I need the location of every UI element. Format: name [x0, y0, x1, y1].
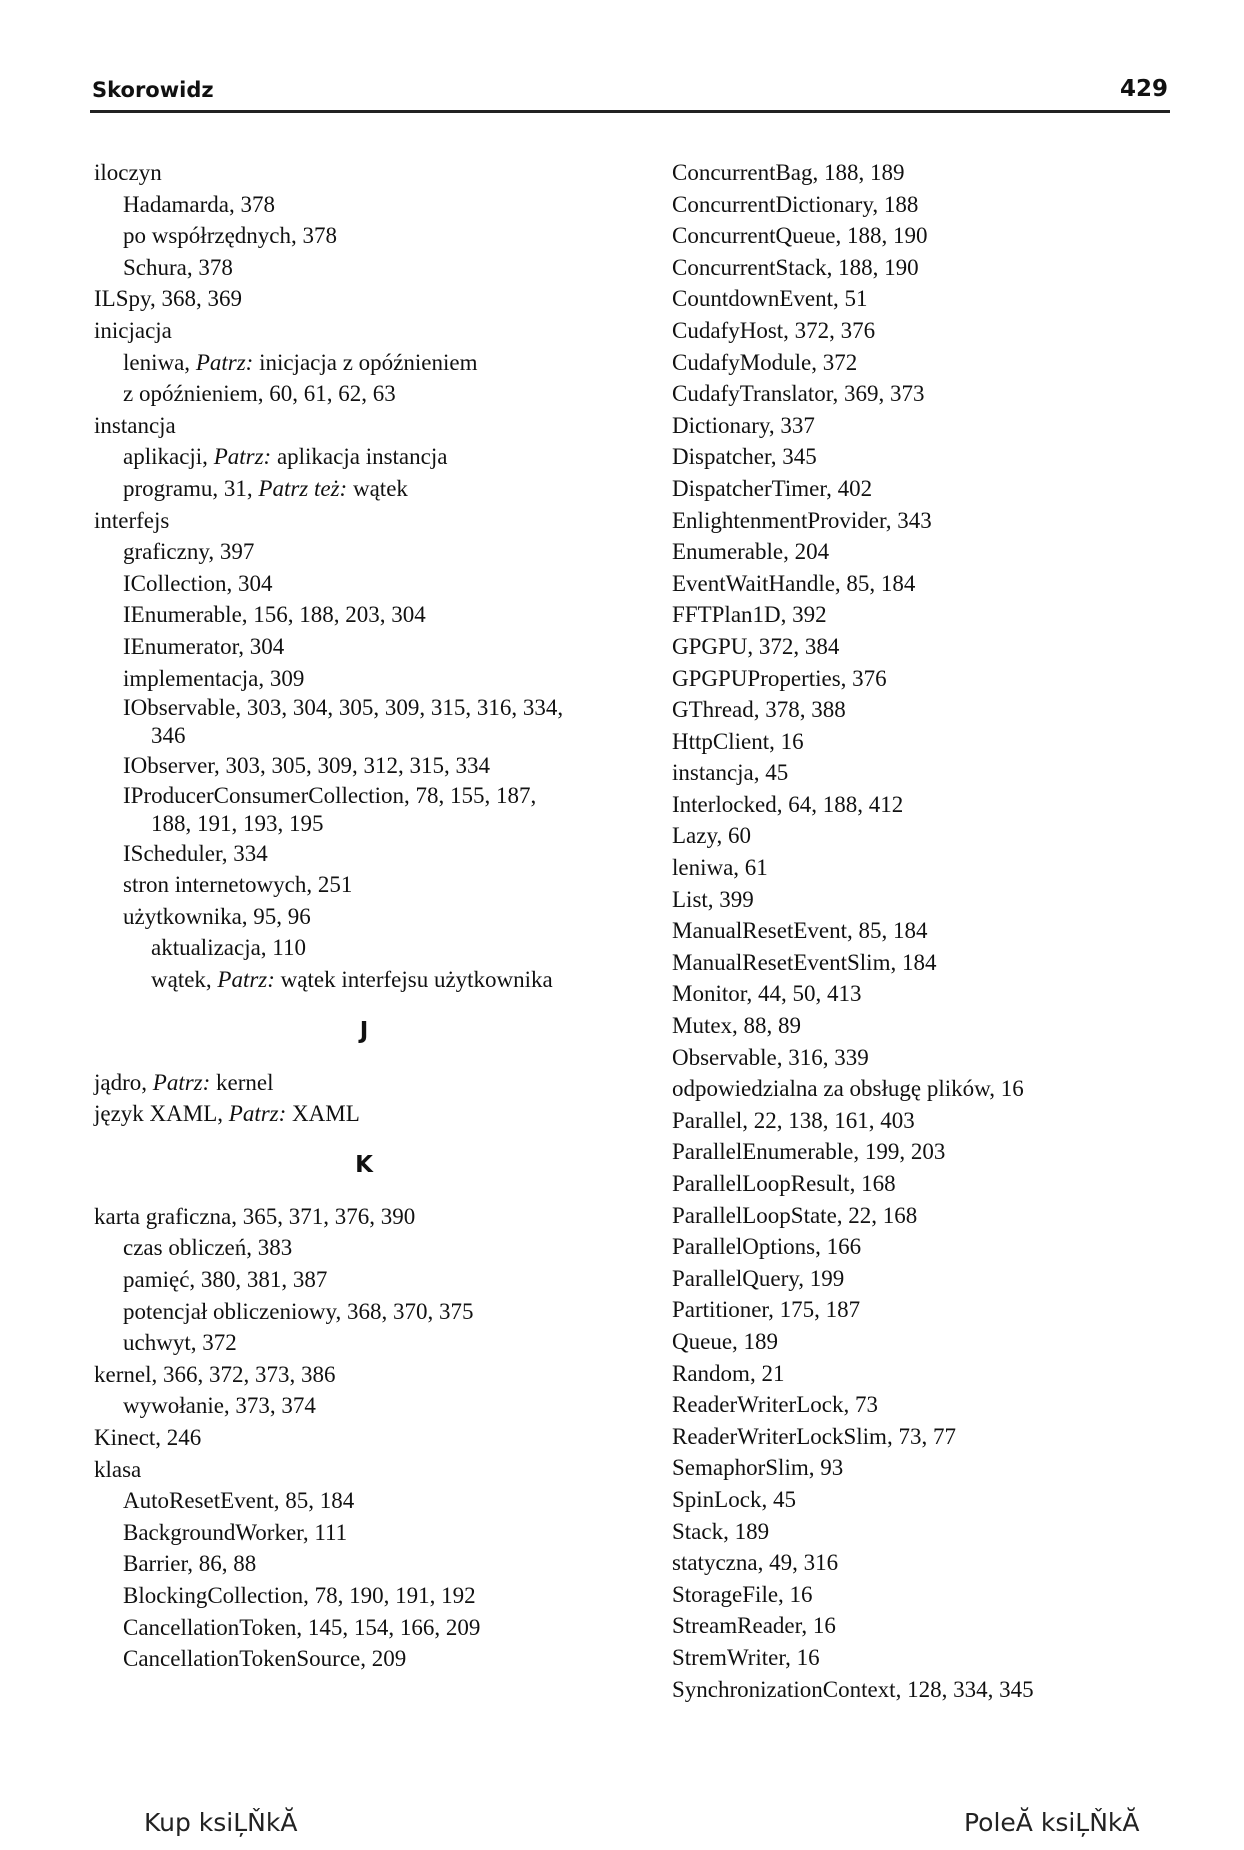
entry-text: StremWriter, 16	[672, 1644, 820, 1670]
index-entry	[94, 347, 634, 379]
index-entry	[672, 378, 1232, 410]
index-entry	[94, 1454, 634, 1486]
section-letter: J	[359, 1017, 369, 1044]
index-entry	[94, 283, 634, 315]
index-entry	[672, 1358, 1232, 1390]
index-entry	[672, 505, 1232, 537]
entry-text: IObserver, 303, 305, 309, 312, 315, 334	[123, 753, 491, 779]
entry-text: CudafyModule, 372	[672, 349, 858, 375]
cross-reference-target: XAML	[286, 1101, 360, 1127]
index-entry	[94, 1643, 634, 1675]
index-column-right	[672, 157, 1232, 1705]
index-entry	[94, 1067, 634, 1099]
cross-reference-label: Patrz:	[213, 444, 272, 470]
entry-text: interfejs	[94, 507, 170, 533]
index-entry	[94, 1098, 634, 1130]
index-entry	[672, 347, 1232, 379]
cross-reference-label: Patrz:	[195, 349, 254, 375]
entry-continuation: 188, 191, 193, 195	[151, 810, 324, 836]
entry-text: ConcurrentQueue, 188, 190	[672, 223, 928, 249]
entry-text: Dispatcher, 345	[672, 444, 817, 470]
entry-text: ParallelLoopState, 22, 168	[672, 1202, 918, 1228]
index-entry	[94, 663, 634, 695]
index-entry	[672, 694, 1232, 726]
entry-text: Dictionary, 337	[672, 412, 815, 438]
index-entry	[94, 473, 634, 505]
index-entry	[672, 1010, 1232, 1042]
index-entry	[672, 157, 1232, 189]
index-entry	[672, 726, 1232, 758]
entry-text: wątek,	[151, 967, 218, 993]
entry-text: Kinect, 246	[94, 1425, 202, 1450]
entry-text: Monitor, 44, 50, 413	[672, 981, 862, 1007]
index-entry	[672, 1200, 1232, 1232]
cross-reference-target: wątek interfejsu użytkownika	[274, 967, 553, 993]
entry-text: Observable, 316, 339	[672, 1044, 869, 1070]
index-entry	[94, 932, 634, 964]
entry-text: wywołanie, 373, 374	[123, 1393, 316, 1419]
entry-text: SemaphorSlim, 93	[672, 1455, 844, 1481]
entry-text: ILSpy, 368, 369	[94, 286, 243, 312]
entry-text: EventWaitHandle, 85, 184	[672, 570, 916, 596]
entry-text: iloczyn	[94, 160, 162, 185]
index-entry	[94, 1580, 634, 1612]
entry-text: SynchronizationContext, 128, 334, 345	[672, 1676, 1034, 1702]
cross-reference-target: kernel	[210, 1069, 274, 1095]
cross-reference-label: Patrz też:	[258, 475, 348, 501]
index-entry	[672, 252, 1232, 284]
index-entry	[672, 1421, 1232, 1453]
entry-text: klasa	[94, 1456, 142, 1482]
entry-text: ConcurrentBag, 188, 189	[672, 160, 905, 185]
entry-text: implementacja, 309	[123, 665, 305, 691]
entry-text: leniwa, 61	[672, 855, 768, 881]
entry-text: Enumerable, 204	[672, 539, 830, 565]
index-entry	[672, 410, 1232, 442]
buy-book-link[interactable]: Kup ksiĻŇkĂ	[144, 1808, 298, 1837]
index-entry	[94, 536, 634, 568]
index-entry	[672, 189, 1232, 221]
index-entry	[94, 315, 634, 347]
entry-text: aktualizacja, 110	[151, 935, 306, 961]
index-entry	[672, 915, 1232, 947]
index-entry	[672, 1105, 1232, 1137]
index-entry	[94, 1485, 634, 1517]
entry-text: HttpClient, 16	[672, 728, 804, 754]
page-number: 429	[1119, 76, 1168, 102]
running-title: Skorowidz	[92, 78, 214, 102]
index-entry	[94, 441, 634, 473]
index-entry	[672, 947, 1232, 979]
entry-text: potencjał obliczeniowy, 368, 370, 375	[123, 1298, 474, 1324]
entry-text: instancja	[94, 412, 176, 438]
index-entry	[672, 1168, 1232, 1200]
entry-text: Stack, 189	[672, 1518, 770, 1544]
index-entry	[94, 568, 634, 600]
index-entry	[672, 568, 1232, 600]
entry-continuation: 346	[151, 723, 186, 749]
entry-text: instancja, 45	[672, 760, 789, 786]
entry-text: programu, 31,	[123, 475, 259, 501]
index-entry	[94, 964, 634, 996]
cross-reference-label: Patrz:	[228, 1101, 287, 1127]
entry-text: kernel, 366, 372, 373, 386	[94, 1361, 336, 1387]
index-entry	[672, 1674, 1232, 1706]
entry-text: AutoResetEvent, 85, 184	[123, 1488, 355, 1514]
index-entry	[94, 410, 634, 442]
page-header	[90, 72, 1170, 113]
entry-text: Random, 21	[672, 1360, 785, 1386]
index-entry	[672, 852, 1232, 884]
entry-text: Interlocked, 64, 188, 412	[672, 791, 904, 817]
entry-text: FFTPlan1D, 392	[672, 602, 827, 628]
index-entry	[672, 663, 1232, 695]
index-entry	[94, 1548, 634, 1580]
index-entry	[672, 1231, 1232, 1263]
entry-text: ICollection, 304	[123, 570, 273, 596]
entry-text: leniwa,	[123, 349, 196, 375]
entry-text: BlockingCollection, 78, 190, 191, 192	[123, 1582, 476, 1608]
entry-text: ReaderWriterLockSlim, 73, 77	[672, 1423, 956, 1449]
entry-text: GPGPUProperties, 376	[672, 665, 887, 691]
index-entry	[94, 1264, 634, 1296]
index-column-left	[94, 157, 634, 1675]
entry-text: StorageFile, 16	[672, 1581, 813, 1607]
entry-text: ParallelLoopResult, 168	[672, 1171, 896, 1196]
index-entry	[672, 820, 1232, 852]
entry-text: List, 399	[672, 886, 754, 912]
index-entry	[672, 1516, 1232, 1548]
entry-text: jądro,	[94, 1069, 153, 1095]
entry-text: IEnumerator, 304	[123, 633, 285, 659]
index-entry	[672, 1389, 1232, 1421]
entry-text: IObservable, 303, 304, 305, 309, 315, 316, 334,	[123, 695, 564, 721]
index-entry	[94, 189, 634, 221]
entry-text: ParallelOptions, 166	[672, 1234, 862, 1260]
index-entry	[94, 1422, 634, 1454]
index-entry	[94, 599, 634, 631]
entry-text: Partitioner, 175, 187	[672, 1297, 861, 1323]
index-entry	[672, 441, 1232, 473]
index-entry	[94, 220, 634, 252]
entry-text: język XAML,	[94, 1101, 229, 1127]
entry-text: IProducerConsumerCollection, 78, 155, 187,	[123, 782, 537, 808]
index-entry	[672, 1484, 1232, 1516]
index-entry	[672, 536, 1232, 568]
index-entry	[672, 1452, 1232, 1484]
entry-text: karta graficzna, 365, 371, 376, 390	[94, 1203, 416, 1229]
entry-text: inicjacja	[94, 317, 172, 343]
index-entry	[672, 1547, 1232, 1579]
index-entry	[94, 1612, 634, 1644]
cross-reference-target: aplikacja instancja	[271, 444, 448, 470]
entry-text: Queue, 189	[672, 1328, 779, 1354]
entry-text: po współrzędnych, 378	[123, 223, 337, 249]
entry-text: SpinLock, 45	[672, 1486, 796, 1512]
index-entry	[94, 252, 634, 284]
index-entry	[94, 157, 634, 189]
entry-text: Lazy, 60	[672, 823, 751, 849]
index-entry	[94, 631, 634, 663]
entry-text: Barrier, 86, 88	[123, 1551, 257, 1577]
cross-reference-target: inicjacja z opóźnieniem	[253, 349, 478, 375]
index-entry	[94, 1359, 634, 1391]
index-entry	[94, 782, 634, 838]
entry-text: Mutex, 88, 89	[672, 1013, 802, 1039]
entry-text: IEnumerable, 156, 188, 203, 304	[123, 602, 426, 628]
index-entry	[672, 1579, 1232, 1611]
entry-text: aplikacji,	[123, 444, 214, 470]
entry-text: EnlightenmentProvider, 343	[672, 507, 932, 533]
index-entry	[672, 1136, 1232, 1168]
entry-text: BackgroundWorker, 111	[123, 1519, 348, 1545]
entry-text: CudafyTranslator, 369, 373	[672, 381, 925, 407]
entry-text: pamięć, 380, 381, 387	[123, 1267, 328, 1293]
entry-text: CudafyHost, 372, 376	[672, 317, 876, 343]
index-entry	[94, 1327, 634, 1359]
entry-text: Hadamarda, 378	[123, 191, 275, 217]
index-entry	[672, 599, 1232, 631]
index-entry	[94, 1232, 634, 1264]
index-entry	[672, 978, 1232, 1010]
entry-text: ManualResetEvent, 85, 184	[672, 918, 928, 944]
entry-text: CancellationTokenSource, 209	[123, 1646, 407, 1672]
index-entry	[672, 1042, 1232, 1074]
index-entry	[94, 1390, 634, 1422]
index-entry	[672, 283, 1232, 315]
cross-reference-label: Patrz:	[152, 1069, 211, 1095]
entry-text: użytkownika, 95, 96	[123, 903, 311, 929]
index-entry	[94, 869, 634, 901]
index-entry	[94, 750, 634, 782]
entry-text: ReaderWriterLock, 73	[672, 1392, 878, 1418]
entry-text: odpowiedzialna za obsługę plików, 16	[672, 1076, 1024, 1102]
cross-reference-label: Patrz:	[217, 967, 275, 993]
entry-text: GThread, 378, 388	[672, 697, 846, 723]
entry-text: czas obliczeń, 383	[123, 1235, 293, 1261]
index-entry	[672, 884, 1232, 916]
entry-text: z opóźnieniem, 60, 61, 62, 63	[123, 381, 396, 407]
index-entry	[672, 789, 1232, 821]
index-entry	[672, 1326, 1232, 1358]
index-entry	[672, 1642, 1232, 1674]
entry-text: uchwyt, 372	[123, 1330, 237, 1356]
index-entry	[672, 315, 1232, 347]
index-entry	[94, 694, 634, 750]
entry-text: ParallelEnumerable, 199, 203	[672, 1139, 946, 1165]
entry-text: CancellationToken, 145, 154, 166, 209	[123, 1614, 481, 1640]
index-entry	[672, 220, 1232, 252]
index-entry	[672, 1073, 1232, 1105]
entry-text: IScheduler, 334	[123, 840, 268, 866]
index-entry	[94, 1517, 634, 1549]
index-entry	[672, 1294, 1232, 1326]
index-entry	[672, 1610, 1232, 1642]
entry-text: StreamReader, 16	[672, 1613, 836, 1639]
entry-text: ParallelQuery, 199	[672, 1265, 845, 1291]
entry-text: ConcurrentDictionary, 188	[672, 191, 919, 217]
index-entry	[672, 631, 1232, 663]
entry-text: CountdownEvent, 51	[672, 286, 868, 312]
section-letter: K	[355, 1151, 373, 1178]
index-entry	[94, 901, 634, 933]
index-entry	[94, 838, 634, 870]
entry-text: ConcurrentStack, 188, 190	[672, 254, 919, 280]
recommend-book-link[interactable]: PoleĂ ksiĻŇkĂ	[964, 1808, 1140, 1837]
index-entry	[672, 473, 1232, 505]
cross-reference-target: wątek	[347, 475, 408, 501]
index-entry	[672, 757, 1232, 789]
entry-text: statyczna, 49, 316	[672, 1550, 839, 1576]
entry-text: Schura, 378	[123, 254, 233, 280]
entry-text: stron internetowych, 251	[123, 872, 353, 898]
entry-text: Parallel, 22, 138, 161, 403	[672, 1107, 915, 1133]
entry-text: GPGPU, 372, 384	[672, 633, 840, 659]
entry-text: graficzny, 397	[123, 539, 255, 565]
entry-text: DispatcherTimer, 402	[672, 475, 873, 501]
index-entry	[94, 1296, 634, 1328]
entry-text: ManualResetEventSlim, 184	[672, 949, 937, 975]
index-entry	[94, 378, 634, 410]
index-entry	[94, 1201, 634, 1233]
index-entry	[672, 1263, 1232, 1295]
index-entry	[94, 505, 634, 537]
